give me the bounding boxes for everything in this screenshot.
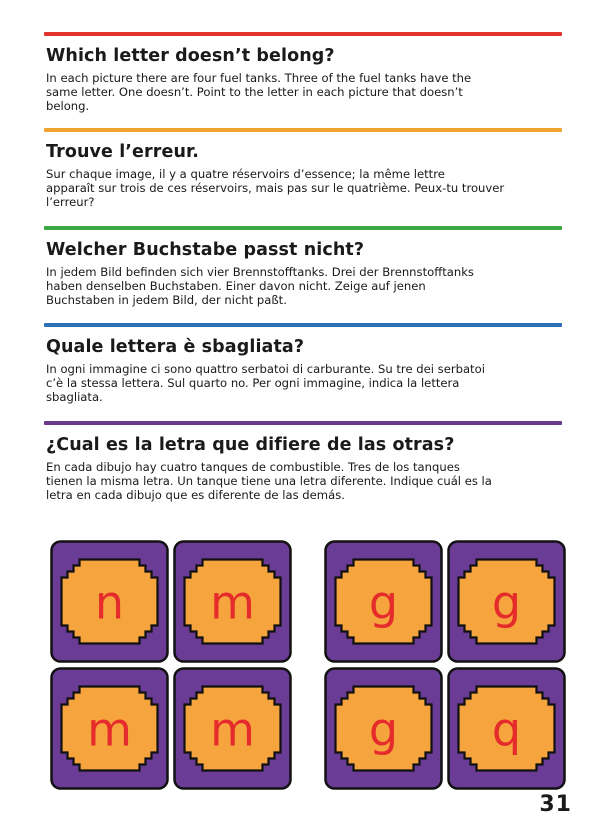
tank-letter: q <box>491 702 522 757</box>
instructions-italian <box>46 363 546 404</box>
section-english <box>44 32 562 113</box>
tank-letter: m <box>210 702 255 757</box>
section-french <box>44 128 562 209</box>
fuel-tank-tile[interactable] <box>326 669 442 789</box>
heading-german: Welcher Buchstabe passt nicht? <box>46 240 365 260</box>
instructions-spanish <box>46 461 546 502</box>
puzzle-svg <box>324 540 566 790</box>
rule-green <box>44 226 562 230</box>
rule-red <box>44 32 562 36</box>
instructions-german <box>46 266 546 307</box>
text-line: In each picture there are four fuel tanks. Three of the fuel tanks have the <box>46 71 472 85</box>
text-line: tienen la misma letra. Un tanque tiene una letra diferente. Indique cuál es la <box>46 473 492 488</box>
instructions-english <box>46 72 546 113</box>
rule-purple <box>44 421 562 425</box>
tank-letter: g <box>368 702 399 757</box>
tank-letter: g <box>368 575 399 630</box>
text-line: En cada dibujo hay cuatro tanques de combustible. Tres de los tanques <box>46 460 460 474</box>
rule-blue <box>44 323 562 327</box>
text-line: belong. <box>46 98 90 113</box>
tank-letter: g <box>491 575 522 630</box>
text-line: Buchstaben in jedem Bild, der nicht paßt. <box>46 292 287 307</box>
text-line: In ogni immagine ci sono quattro serbatoi di carburante. Su tre dei serbatoi <box>46 362 485 376</box>
fuel-tank-tile[interactable] <box>326 542 442 662</box>
instructions-french <box>46 168 546 209</box>
puzzle-svg <box>50 540 292 790</box>
fuel-tank-tile[interactable] <box>449 669 565 789</box>
text-line: c’è la stessa lettera. Sul quarto no. Per ogni immagine, indica la lettera <box>46 375 460 390</box>
heading-spanish: ¿Cual es la letra que difiere de las otras? <box>46 435 455 455</box>
puzzle-right <box>324 540 566 790</box>
heading-italian: Quale lettera è sbagliata? <box>46 337 305 357</box>
text-line: sbagliata. <box>46 389 103 404</box>
text-line: Sur chaque image, il y a quatre réservoirs d’essence; la même lettre <box>46 167 445 181</box>
tank-letter: m <box>87 702 132 757</box>
text-line: apparaît sur trois de ces réservoirs, mais pas sur le quatrième. Peux-tu trouver <box>46 180 505 195</box>
text-line: l’erreur? <box>46 194 95 209</box>
text-line: letra en cada dibujo que es diferente de las demás. <box>46 487 345 502</box>
text-line: same letter. One doesn’t. Point to the letter in each picture that doesn’t <box>46 84 463 99</box>
fuel-tank-tile[interactable] <box>175 669 291 789</box>
section-spanish <box>44 421 562 502</box>
text-line: haben denselben Buchstaben. Einer davon nicht. Zeige auf jenen <box>46 278 426 293</box>
page-number: 31 <box>539 792 572 817</box>
section-italian <box>44 323 562 404</box>
rule-orange <box>44 128 562 132</box>
section-german <box>44 226 562 307</box>
fuel-tank-tile[interactable] <box>175 542 291 662</box>
text-line: In jedem Bild befinden sich vier Brennstofftanks. Drei der Brennstofftanks <box>46 265 474 279</box>
heading-french: Trouve l’erreur. <box>46 142 199 162</box>
fuel-tank-tile[interactable] <box>449 542 565 662</box>
tank-letter: m <box>210 575 255 630</box>
puzzle-left <box>50 540 292 790</box>
fuel-tank-tile[interactable] <box>52 542 168 662</box>
heading-english: Which letter doesn’t belong? <box>46 46 335 66</box>
tank-letter: n <box>94 575 125 630</box>
fuel-tank-tile[interactable] <box>52 669 168 789</box>
